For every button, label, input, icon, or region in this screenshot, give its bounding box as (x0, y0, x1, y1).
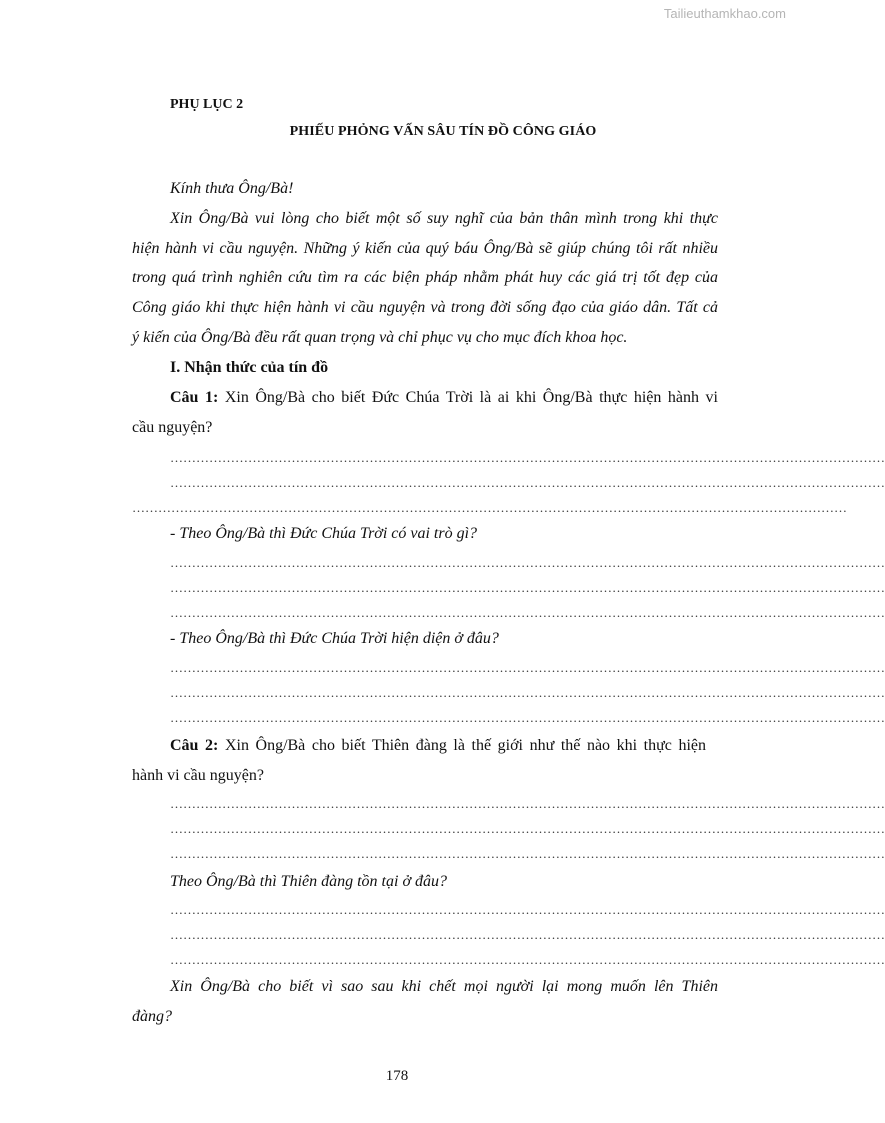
question-2-sub-2-continuation: đàng? (132, 1008, 172, 1025)
answer-line[interactable]: ………………………………………………………………………………………………………………………………………………… (170, 821, 885, 836)
answer-line[interactable]: ………………………………………………………………………………………………………………………………………………… (170, 555, 885, 570)
question-2-text: Xin Ông/Bà cho biết Thiên đàng là thế giới như thế nào khi thực hiện (224, 737, 706, 754)
question-1 (170, 388, 718, 408)
intro-line: Công giáo khi thực hiện hành vi cầu nguyện và trong đời sống đạo của giáo dân. Tất cả (132, 299, 718, 316)
answer-line[interactable]: ………………………………………………………………………………………………………………………………………………… (132, 500, 847, 515)
question-2-continuation: hành vi cầu nguyện? (132, 767, 264, 784)
answer-line[interactable]: ………………………………………………………………………………………………………………………………………………… (170, 580, 885, 595)
question-1-text: Xin Ông/Bà cho biết Đức Chúa Trời là ai khi Ông/Bà thực hiện hành vi (224, 389, 719, 406)
question-1-continuation: cầu nguyện? (132, 419, 213, 436)
answer-line[interactable]: ………………………………………………………………………………………………………………………………………………… (170, 952, 885, 967)
intro-line: trong quá trình nghiên cứu tìm ra các biện pháp nhằm phát huy các giá trị tốt đẹp của (132, 269, 718, 286)
appendix-label: PHỤ LỤC 2 (170, 97, 244, 112)
answer-line[interactable]: ………………………………………………………………………………………………………………………………………………… (170, 927, 885, 942)
answer-line[interactable]: ………………………………………………………………………………………………………………………………………………… (170, 660, 885, 675)
intro-line: Xin Ông/Bà vui lòng cho biết một số suy nghĩ của bản thân mình trong khi thực (170, 210, 718, 227)
question-1-sub-1: - Theo Ông/Bà thì Đức Chúa Trời có vai trò gì? (170, 525, 478, 542)
question-2-sub-2: Xin Ông/Bà cho biết vì sao sau khi chết mọi người lại mong muốn lên Thiên (170, 978, 718, 995)
question-2 (170, 736, 706, 756)
intro-line: hiện hành vi cầu nguyện. Những ý kiến của quý báu Ông/Bà sẽ giúp chúng tôi rất nhiều (132, 240, 718, 257)
question-1-sub-2: - Theo Ông/Bà thì Đức Chúa Trời hiện diện ở đâu? (170, 630, 499, 647)
answer-line[interactable]: ………………………………………………………………………………………………………………………………………………… (170, 902, 885, 917)
section-heading: I. Nhận thức của tín đồ (170, 359, 329, 376)
page-number: 178 (385, 1068, 409, 1084)
intro-line: ý kiến của Ông/Bà đều rất quan trọng và chỉ phục vụ cho mục đích khoa học. (132, 329, 628, 346)
answer-line[interactable]: ………………………………………………………………………………………………………………………………………………… (170, 450, 885, 465)
greeting: Kính thưa Ông/Bà! (170, 180, 294, 197)
answer-line[interactable]: ………………………………………………………………………………………………………………………………………………… (170, 846, 885, 861)
page-title: PHIẾU PHỎNG VẤN SÂU TÍN ĐỒ CÔNG GIÁO (289, 124, 597, 139)
watermark-text: Tailieuthamkhao.com (663, 6, 786, 21)
answer-line[interactable]: ………………………………………………………………………………………………………………………………………………… (170, 710, 885, 725)
answer-line[interactable]: ………………………………………………………………………………………………………………………………………………… (170, 475, 885, 490)
answer-line[interactable]: ………………………………………………………………………………………………………………………………………………… (170, 796, 885, 811)
question-2-sub-1: Theo Ông/Bà thì Thiên đàng tồn tại ở đâu? (170, 873, 447, 890)
question-2-label: Câu 2: (170, 737, 219, 754)
answer-line[interactable]: ………………………………………………………………………………………………………………………………………………… (170, 685, 885, 700)
answer-line[interactable]: ………………………………………………………………………………………………………………………………………………… (170, 605, 885, 620)
question-1-label: Câu 1: (170, 389, 219, 406)
